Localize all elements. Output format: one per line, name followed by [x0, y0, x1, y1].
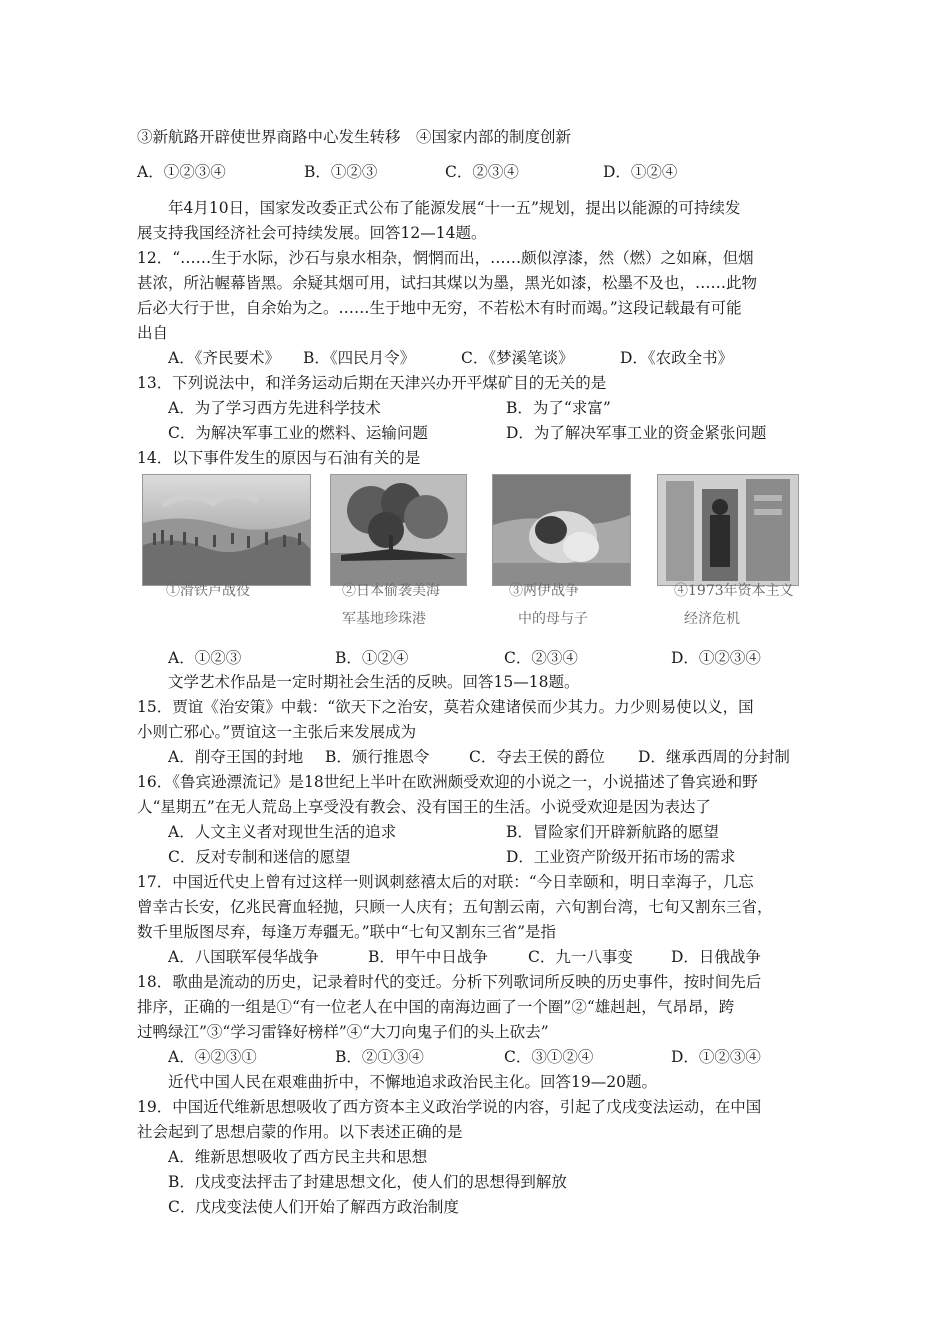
q11-items-line: ③新航路开辟使世界商路中心发生转移 ④国家内部的制度创新 — [137, 128, 572, 146]
q15-option-c: C．夺去王侯的爵位 — [469, 748, 605, 766]
q18-option-d: D．①②③④ — [671, 1048, 761, 1066]
q17-option-d: D．日俄战争 — [671, 948, 761, 966]
q13-options-row-2 — [168, 422, 848, 444]
q14-option-a: A．①②③ — [168, 649, 242, 667]
caption-photo-4-line-1: ④1973年资本主义 — [674, 583, 794, 599]
q13-option-c: C．为解决军事工业的燃料、运输问题 — [168, 424, 428, 442]
q13-option-a: A．为了学习西方先进科学技术 — [168, 399, 381, 417]
q14-option-d: D．①②③④ — [671, 649, 761, 667]
q12-stem-line-2: 甚浓，所沾幄幕皆黑。余疑其烟可用，试扫其煤以为墨，黑光如漆，松墨不及也，……此物 — [137, 274, 758, 292]
q17-stem-line-2: 曾幸古长安，亿兆民膏血轻抛，只顾一人庆有；五旬割云南，六旬割台湾，七旬又割东三省， — [137, 898, 773, 916]
q17-option-c: C．九一八事变 — [528, 948, 633, 966]
q12-option-a: A．《齐民要术》 — [168, 349, 280, 367]
q15-option-d: D．继承西周的分封制 — [638, 748, 790, 766]
q19-option-b: B．戊戌变法抨击了封建思想文化，使人们的思想得到解放 — [168, 1173, 567, 1191]
q14-option-c: C．②③④ — [504, 649, 578, 667]
q13-options-row-1 — [168, 397, 848, 419]
q13-option-d: D．为了解决军事工业的资金紧张问题 — [506, 424, 767, 442]
caption-photo-2-line-2: 军基地珍珠港 — [342, 611, 426, 627]
q16-option-d: D．工业资产阶级开拓市场的需求 — [506, 848, 736, 866]
q11-option-a: A．①②③④ — [137, 163, 226, 181]
caption-photo-2-line-1: ②日本偷袭美海 — [342, 583, 440, 599]
intro-12-14-line-2: 展支持我国经济社会可持续发展。回答12—14题。 — [137, 224, 487, 242]
q14-options — [168, 647, 848, 669]
q17-stem-line-3: 数千里版图尽弃，每逢万寿疆无。”联中“七旬又割东三省”是指 — [137, 923, 557, 941]
photo-pearl-harbor — [330, 474, 467, 586]
q16-option-b: B．冒险家们开辟新航路的愿望 — [506, 823, 719, 841]
q16-option-a: A．人文主义者对现世生活的追求 — [168, 823, 397, 841]
q19-stem-line-1: 19．中国近代维新思想吸收了西方资本主义政治学说的内容，引起了戊戌变法运动，在中国 — [137, 1098, 762, 1116]
q16-option-c: C．反对专制和迷信的愿望 — [168, 848, 351, 866]
q11-option-b: B．①②③ — [304, 163, 378, 181]
q15-stem-line-1: 15．贾谊《治安策》中载：“欲天下之治安，莫若众建诸侯而少其力。力少则易使以义，国 — [137, 698, 754, 716]
q11-option-d: D．①②④ — [603, 163, 678, 181]
q15-option-a: A．削夺王国的封地 — [168, 748, 304, 766]
q18-option-a: A．④②③① — [168, 1048, 257, 1066]
q18-option-b: B．②①③④ — [335, 1048, 424, 1066]
intro-15-18: 文学艺术作品是一定时期社会生活的反映。回答15—18题。 — [168, 673, 580, 691]
q11-options — [137, 161, 837, 183]
q17-stem-line-1: 17．中国近代史上曾有过这样一则讽刺慈禧太后的对联：“今日幸颐和，明日幸海子，几忘 — [137, 873, 754, 891]
q16-options-row-2 — [168, 846, 848, 868]
q18-option-c: C．③①②④ — [504, 1048, 594, 1066]
q19-option-a: A．维新思想吸收了西方民主共和思想 — [168, 1148, 428, 1166]
photo-iran-iraq-war — [492, 474, 631, 586]
q12-options — [168, 347, 848, 369]
photo-waterloo — [142, 474, 311, 586]
q12-stem-line-4: 出自 — [137, 324, 169, 342]
q17-option-a: A．八国联军侵华战争 — [168, 948, 319, 966]
q16-options-row-1 — [168, 821, 848, 843]
caption-photo-4-line-2: 经济危机 — [684, 611, 740, 627]
caption-photo-3-line-1: ③两伊战争 — [509, 583, 579, 599]
q14-stem: 14．以下事件发生的原因与石油有关的是 — [137, 449, 421, 467]
q16-stem-line-2: 人“星期五”在无人荒岛上享受没有教会、没有国王的生活。小说受欢迎是因为表达了 — [137, 798, 711, 816]
q15-options — [168, 746, 848, 768]
q15-option-b: B．颁行推恩令 — [325, 748, 430, 766]
intro-19-20: 近代中国人民在艰难曲折中，不懈地追求政治民主化。回答19—20题。 — [168, 1073, 657, 1091]
q15-stem-line-2: 小则亡邪心。”贾谊这一主张后来发展成为 — [137, 723, 417, 741]
q12-option-d: D．《农政全书》 — [620, 349, 734, 367]
photo-1973-crisis — [657, 474, 799, 586]
q18-stem-line-1: 18．歌曲是流动的历史，记录着时代的变迁。分析下列歌词所反映的历史事件，按时间先后 — [137, 973, 762, 991]
caption-photo-1: ①滑铁卢战役 — [166, 583, 250, 599]
q11-option-c: C．②③④ — [445, 163, 519, 181]
q18-stem-line-2: 排序，正确的一组是①“有一位老人在中国的南海边画了一个圈”②“雄赳赳，气昂昂，跨 — [137, 998, 735, 1016]
q14-option-b: B．①②④ — [335, 649, 409, 667]
q18-stem-line-3: 过鸭绿江”③“学习雷锋好榜样”④“大刀向鬼子们的头上砍去” — [137, 1023, 549, 1041]
q17-options — [168, 946, 848, 968]
q17-option-b: B．甲午中日战争 — [368, 948, 488, 966]
q16-stem-line-1: 16．《鲁宾逊漂流记》是18世纪上半叶在欧洲颇受欢迎的小说之一，小说描述了鲁宾逊和野 — [137, 773, 758, 791]
q12-option-b: B．《四民月令》 — [303, 349, 416, 367]
q18-options — [168, 1046, 848, 1068]
q13-stem: 13．下列说法中，和洋务运动后期在天津兴办开平煤矿目的无关的是 — [137, 374, 607, 392]
caption-photo-3-line-2: 中的母与子 — [518, 611, 588, 627]
q19-stem-line-2: 社会起到了思想启蒙的作用。以下表述正确的是 — [137, 1123, 463, 1141]
intro-12-14-line-1: 年4月10日，国家发改委正式公布了能源发展“十一五”规划，提出以能源的可持续发 — [168, 199, 741, 217]
q12-stem-line-3: 后必大行于世，自余始为之。……生于地中无穷，不若松木有时而竭。”这段记载最有可能 — [137, 299, 742, 317]
q19-option-c: C．戊戌变法使人们开始了解西方政治制度 — [168, 1198, 459, 1216]
q13-option-b: B．为了“求富” — [506, 399, 611, 417]
q12-option-c: C．《梦溪笔谈》 — [461, 349, 574, 367]
q12-stem-line-1: 12．“……生于水际，沙石与泉水相杂，惘惘而出，……颇似淳漆，然（燃）之如麻，但烟 — [137, 249, 754, 267]
